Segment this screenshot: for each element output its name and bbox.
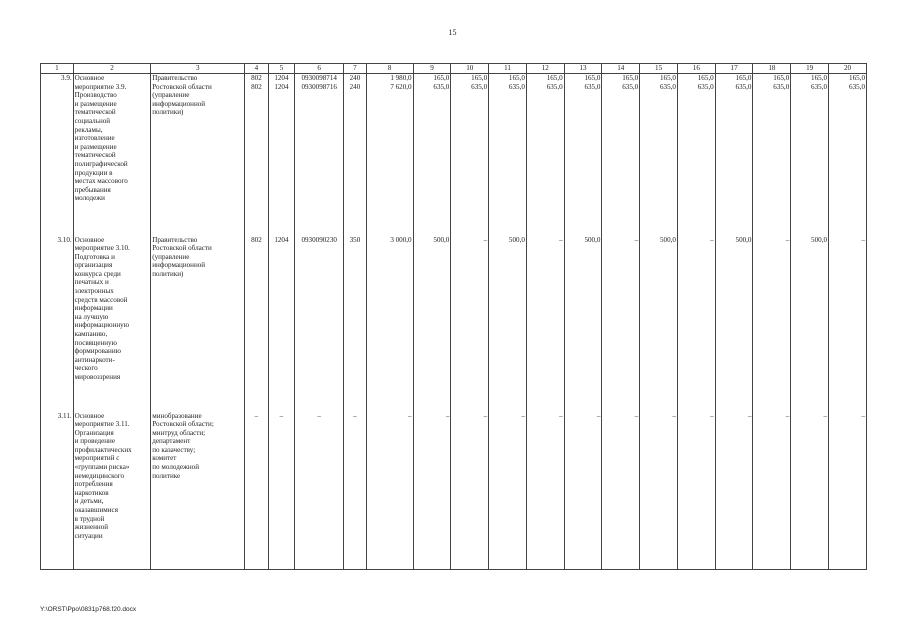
amount-cell-line: 165,0 <box>508 74 525 82</box>
activity-name-line: и проведение <box>74 437 115 446</box>
activity-name-line: мероприятие 3.9. <box>74 82 127 91</box>
activity-name-line: электронных <box>74 287 114 296</box>
amount-cell <box>564 236 602 412</box>
executor-line: по казачеству; <box>152 445 196 454</box>
activity-name-line: рекламы, <box>74 125 103 134</box>
amount-cell <box>602 74 640 236</box>
amount-cell <box>413 74 451 236</box>
activity-name-line: средств массовой <box>74 295 128 304</box>
expense-type-code-line: – <box>353 411 357 420</box>
column-header-11: 11 <box>489 64 527 74</box>
amount-cell <box>753 412 791 570</box>
executor-line: Правительство <box>152 74 198 82</box>
amount-cell <box>602 412 640 570</box>
row-number: 3.11. <box>41 412 74 570</box>
expense-type-code-line: 350 <box>349 235 361 244</box>
ministry-code-line: 802 <box>251 82 262 91</box>
amount-cell-line: – <box>559 411 563 420</box>
amount-cell-line: – <box>634 411 639 420</box>
row-number: 3.10. <box>41 236 74 412</box>
target-article-code <box>295 236 344 412</box>
amount-cell-line: – <box>823 411 828 420</box>
activity-name-line: в трудной <box>74 514 105 523</box>
activity-name-line: жизненной <box>74 523 109 532</box>
executor-line: информационной <box>152 261 206 270</box>
activity-name-line: пребывания <box>74 185 111 194</box>
amount-cell <box>526 236 564 412</box>
activity-name-line: молодежи <box>74 194 105 203</box>
column-header-13: 13 <box>564 64 602 74</box>
target-article-code-line: 0930098716 <box>301 82 337 91</box>
column-header-18: 18 <box>753 64 791 74</box>
activity-name-line: Подготовка и <box>74 252 115 261</box>
amount-cell-line: – <box>672 411 676 420</box>
amount-cell-line: – <box>483 411 488 420</box>
activity-name-line: тематической <box>74 108 116 117</box>
amount-cell-line: – <box>445 411 450 420</box>
amount-cell-line: 635,0 <box>849 82 865 91</box>
amount-cell-line: – <box>634 235 639 244</box>
amount-cell <box>677 236 715 412</box>
amount-cell <box>366 236 413 412</box>
target-article-code-line: – <box>317 411 321 420</box>
column-header-6: 6 <box>295 64 344 74</box>
column-header-3: 3 <box>151 64 245 74</box>
amount-cell-line: – <box>861 235 865 244</box>
amount-cell <box>366 412 413 570</box>
executor-line: по молодежной <box>152 463 200 472</box>
table-row <box>41 236 867 412</box>
column-header-20: 20 <box>829 64 867 74</box>
amount-cell-line: – <box>747 411 752 420</box>
executor-line: минтруд области; <box>152 428 206 437</box>
amount-cell <box>489 412 527 570</box>
column-header-9: 9 <box>413 64 451 74</box>
section-code <box>268 412 295 570</box>
activity-name-line: и размещение <box>74 142 117 151</box>
activity-name-line: печатных и <box>74 278 109 287</box>
expense-type-code-line: 240 <box>349 82 361 91</box>
executor-line: политики) <box>152 108 184 117</box>
ministry-code <box>245 412 268 570</box>
activity-name-line: наркотиков <box>74 488 109 497</box>
amount-cell <box>451 412 489 570</box>
executor-line: комитет <box>152 454 177 463</box>
activity-name-line: организация <box>74 261 113 270</box>
target-article-code-line: 0930098714 <box>301 74 337 82</box>
amount-cell <box>489 74 527 236</box>
activity-name-line: информационную <box>74 321 130 330</box>
amount-cell <box>829 236 867 412</box>
activity-name-line: полиграфической <box>74 159 128 168</box>
amount-cell <box>791 74 829 236</box>
amount-cell-line: – <box>861 411 865 420</box>
activity-name-line: кампанию, <box>74 330 108 339</box>
target-article-code-line: 0930090230 <box>301 235 337 244</box>
amount-cell-line: 500,0 <box>735 235 752 244</box>
amount-cell-line: 165,0 <box>584 74 601 82</box>
column-header-7: 7 <box>344 64 366 74</box>
column-header-5: 5 <box>268 64 295 74</box>
activity-name-line: немедицинского <box>74 471 125 480</box>
amount-cell-line: – <box>785 235 790 244</box>
column-header-1: 1 <box>41 64 74 74</box>
activity-name-line: Основное <box>74 74 105 82</box>
executor-line: (управление <box>152 91 190 100</box>
amount-cell-line: 500,0 <box>811 235 828 244</box>
executor-line: политики) <box>152 269 184 278</box>
budget-table <box>40 63 867 570</box>
activity-name-line: оказавшимися <box>74 506 118 515</box>
activity-name-line: Производство <box>74 91 117 100</box>
amount-cell-line: – <box>521 411 525 420</box>
amount-cell <box>451 74 489 236</box>
executor <box>151 74 245 236</box>
column-header-10: 10 <box>451 64 489 74</box>
amount-cell-line: 635,0 <box>508 82 525 91</box>
activity-name-line: изготовление <box>74 134 115 143</box>
amount-cell <box>791 412 829 570</box>
amount-cell-line: 1 980,0 <box>390 74 412 82</box>
activity-name-line: продукции в <box>74 168 113 177</box>
amount-cell-line: – <box>710 235 714 244</box>
amount-cell <box>564 412 602 570</box>
amount-cell-line: 165,0 <box>546 74 563 82</box>
amount-cell <box>602 236 640 412</box>
column-header-8: 8 <box>366 64 413 74</box>
expense-type-code <box>344 236 366 412</box>
amount-cell <box>715 236 753 412</box>
activity-name-line: информации <box>74 304 113 313</box>
amount-cell <box>526 74 564 236</box>
activity-name-line: и детьми, <box>74 497 104 506</box>
executor-line: Ростовской области <box>152 82 212 91</box>
amount-cell <box>715 412 753 570</box>
amount-cell <box>489 236 527 412</box>
activity-name-line: Основное <box>74 411 105 420</box>
column-header-16: 16 <box>677 64 715 74</box>
amount-cell <box>753 74 791 236</box>
activity-name-line: потребления <box>74 480 113 489</box>
expense-type-code-line: 240 <box>349 74 361 82</box>
activity-name-line: Организация <box>74 428 114 437</box>
amount-cell <box>526 412 564 570</box>
amount-cell <box>640 74 678 236</box>
ministry-code <box>245 236 268 412</box>
amount-cell-line: 635,0 <box>811 82 828 91</box>
activity-name-line: ческого <box>74 364 98 373</box>
executor-line: информационной <box>152 99 206 108</box>
amount-cell <box>413 236 451 412</box>
activity-name-line: тематической <box>74 151 116 160</box>
row-number: 3.9. <box>41 74 74 236</box>
section-code-line: 1204 <box>274 74 289 82</box>
expense-type-code <box>344 74 366 236</box>
activity-name-line: формированию <box>74 347 121 356</box>
amount-cell-line: 165,0 <box>471 74 488 82</box>
executor-line: Ростовской области; <box>152 420 214 429</box>
amount-cell-line: 500,0 <box>508 235 525 244</box>
target-article-code <box>295 74 344 236</box>
amount-cell-line: 165,0 <box>433 74 450 82</box>
amount-cell-line: 7 620,0 <box>390 82 412 91</box>
amount-cell-line: – <box>596 411 601 420</box>
activity-name-line: социальной <box>74 116 111 125</box>
amount-cell-line: 500,0 <box>433 235 450 244</box>
activity-name-line: мероприятие 3.11. <box>74 420 130 429</box>
file-path-footer: Y:\ORST\Ppo\0831p768.f20.docx <box>40 606 137 613</box>
amount-cell-line: 635,0 <box>735 82 752 91</box>
ministry-code-line: 802 <box>251 235 262 244</box>
table-row <box>41 74 867 236</box>
column-header-15: 15 <box>640 64 678 74</box>
activity-name-line: профилактических <box>74 445 132 454</box>
activity-name-line: ситуации <box>74 531 103 540</box>
activity-name-line: местах массового <box>74 177 128 186</box>
column-header-14: 14 <box>602 64 640 74</box>
amount-cell-line: 635,0 <box>773 82 790 91</box>
section-code-line: 1204 <box>274 235 289 244</box>
activity-name <box>73 236 151 412</box>
executor <box>151 236 245 412</box>
amount-cell-line: 635,0 <box>471 82 488 91</box>
amount-cell-line: 165,0 <box>849 74 865 82</box>
amount-cell-line: 635,0 <box>697 82 714 91</box>
amount-cell-line: 3 000,0 <box>390 235 412 244</box>
page-number: 15 <box>448 28 457 37</box>
activity-name-line: посвященную <box>74 338 117 347</box>
amount-cell-line: 165,0 <box>735 74 752 82</box>
amount-cell-line: – <box>559 235 563 244</box>
amount-cell <box>451 236 489 412</box>
activity-name-line: мероприятий с <box>74 454 120 463</box>
amount-cell <box>677 74 715 236</box>
executor-line: департамент <box>152 437 191 446</box>
amount-cell <box>564 74 602 236</box>
amount-cell-line: 635,0 <box>659 82 676 91</box>
activity-name-line: мировоззрения <box>74 373 121 381</box>
executor-line: минобразование <box>152 411 202 420</box>
activity-name <box>73 412 151 570</box>
amount-cell <box>677 412 715 570</box>
activity-name <box>73 74 151 236</box>
amount-cell <box>640 412 678 570</box>
amount-cell <box>829 412 867 570</box>
executor <box>151 412 245 570</box>
activity-name-line: антинаркоти- <box>74 355 115 364</box>
table-row <box>41 412 867 570</box>
amount-cell-line: 165,0 <box>697 74 714 82</box>
amount-cell-line: 635,0 <box>546 82 563 91</box>
amount-cell <box>829 74 867 236</box>
ministry-code <box>245 74 268 236</box>
amount-cell <box>413 412 451 570</box>
amount-cell <box>640 236 678 412</box>
column-header-4: 4 <box>245 64 268 74</box>
activity-name-line: на лучшую <box>74 312 109 321</box>
amount-cell-line: 635,0 <box>433 82 450 91</box>
ministry-code-line: 802 <box>251 74 262 82</box>
activity-name-line: конкурса среди <box>74 269 121 278</box>
column-header-19: 19 <box>791 64 829 74</box>
amount-cell-line: 635,0 <box>622 82 639 91</box>
executor-line: Ростовской области <box>152 244 212 253</box>
activity-name-line: и размещение <box>74 99 117 108</box>
amount-cell-line: 500,0 <box>584 235 601 244</box>
amount-cell-line: 165,0 <box>773 74 790 82</box>
section-code-line: – <box>279 411 284 420</box>
header-row <box>41 64 867 74</box>
amount-cell <box>366 74 413 236</box>
ministry-code-line: – <box>254 411 259 420</box>
column-header-12: 12 <box>526 64 564 74</box>
activity-name-line: «группами риска» <box>74 463 130 472</box>
executor-line: (управление <box>152 252 190 261</box>
column-header-17: 17 <box>715 64 753 74</box>
amount-cell-line: 165,0 <box>811 74 828 82</box>
amount-cell-line: – <box>483 235 488 244</box>
amount-cell-line: 165,0 <box>659 74 676 82</box>
executor-line: политике <box>152 471 181 480</box>
section-code <box>268 236 295 412</box>
amount-cell <box>715 74 753 236</box>
section-code <box>268 74 295 236</box>
amount-cell-line: 635,0 <box>584 82 601 91</box>
activity-name-line: мероприятие 3.10. <box>74 244 130 253</box>
amount-cell-line: – <box>408 411 412 420</box>
amount-cell <box>791 236 829 412</box>
amount-cell <box>753 236 791 412</box>
amount-cell-line: 500,0 <box>659 235 676 244</box>
amount-cell-line: – <box>785 411 790 420</box>
activity-name-line: Основное <box>74 235 105 244</box>
target-article-code <box>295 412 344 570</box>
section-code-line: 1204 <box>274 82 289 91</box>
executor-line: Правительство <box>152 235 198 244</box>
amount-cell-line: 165,0 <box>622 74 639 82</box>
amount-cell-line: – <box>710 411 714 420</box>
expense-type-code <box>344 412 366 570</box>
column-header-2: 2 <box>73 64 151 74</box>
